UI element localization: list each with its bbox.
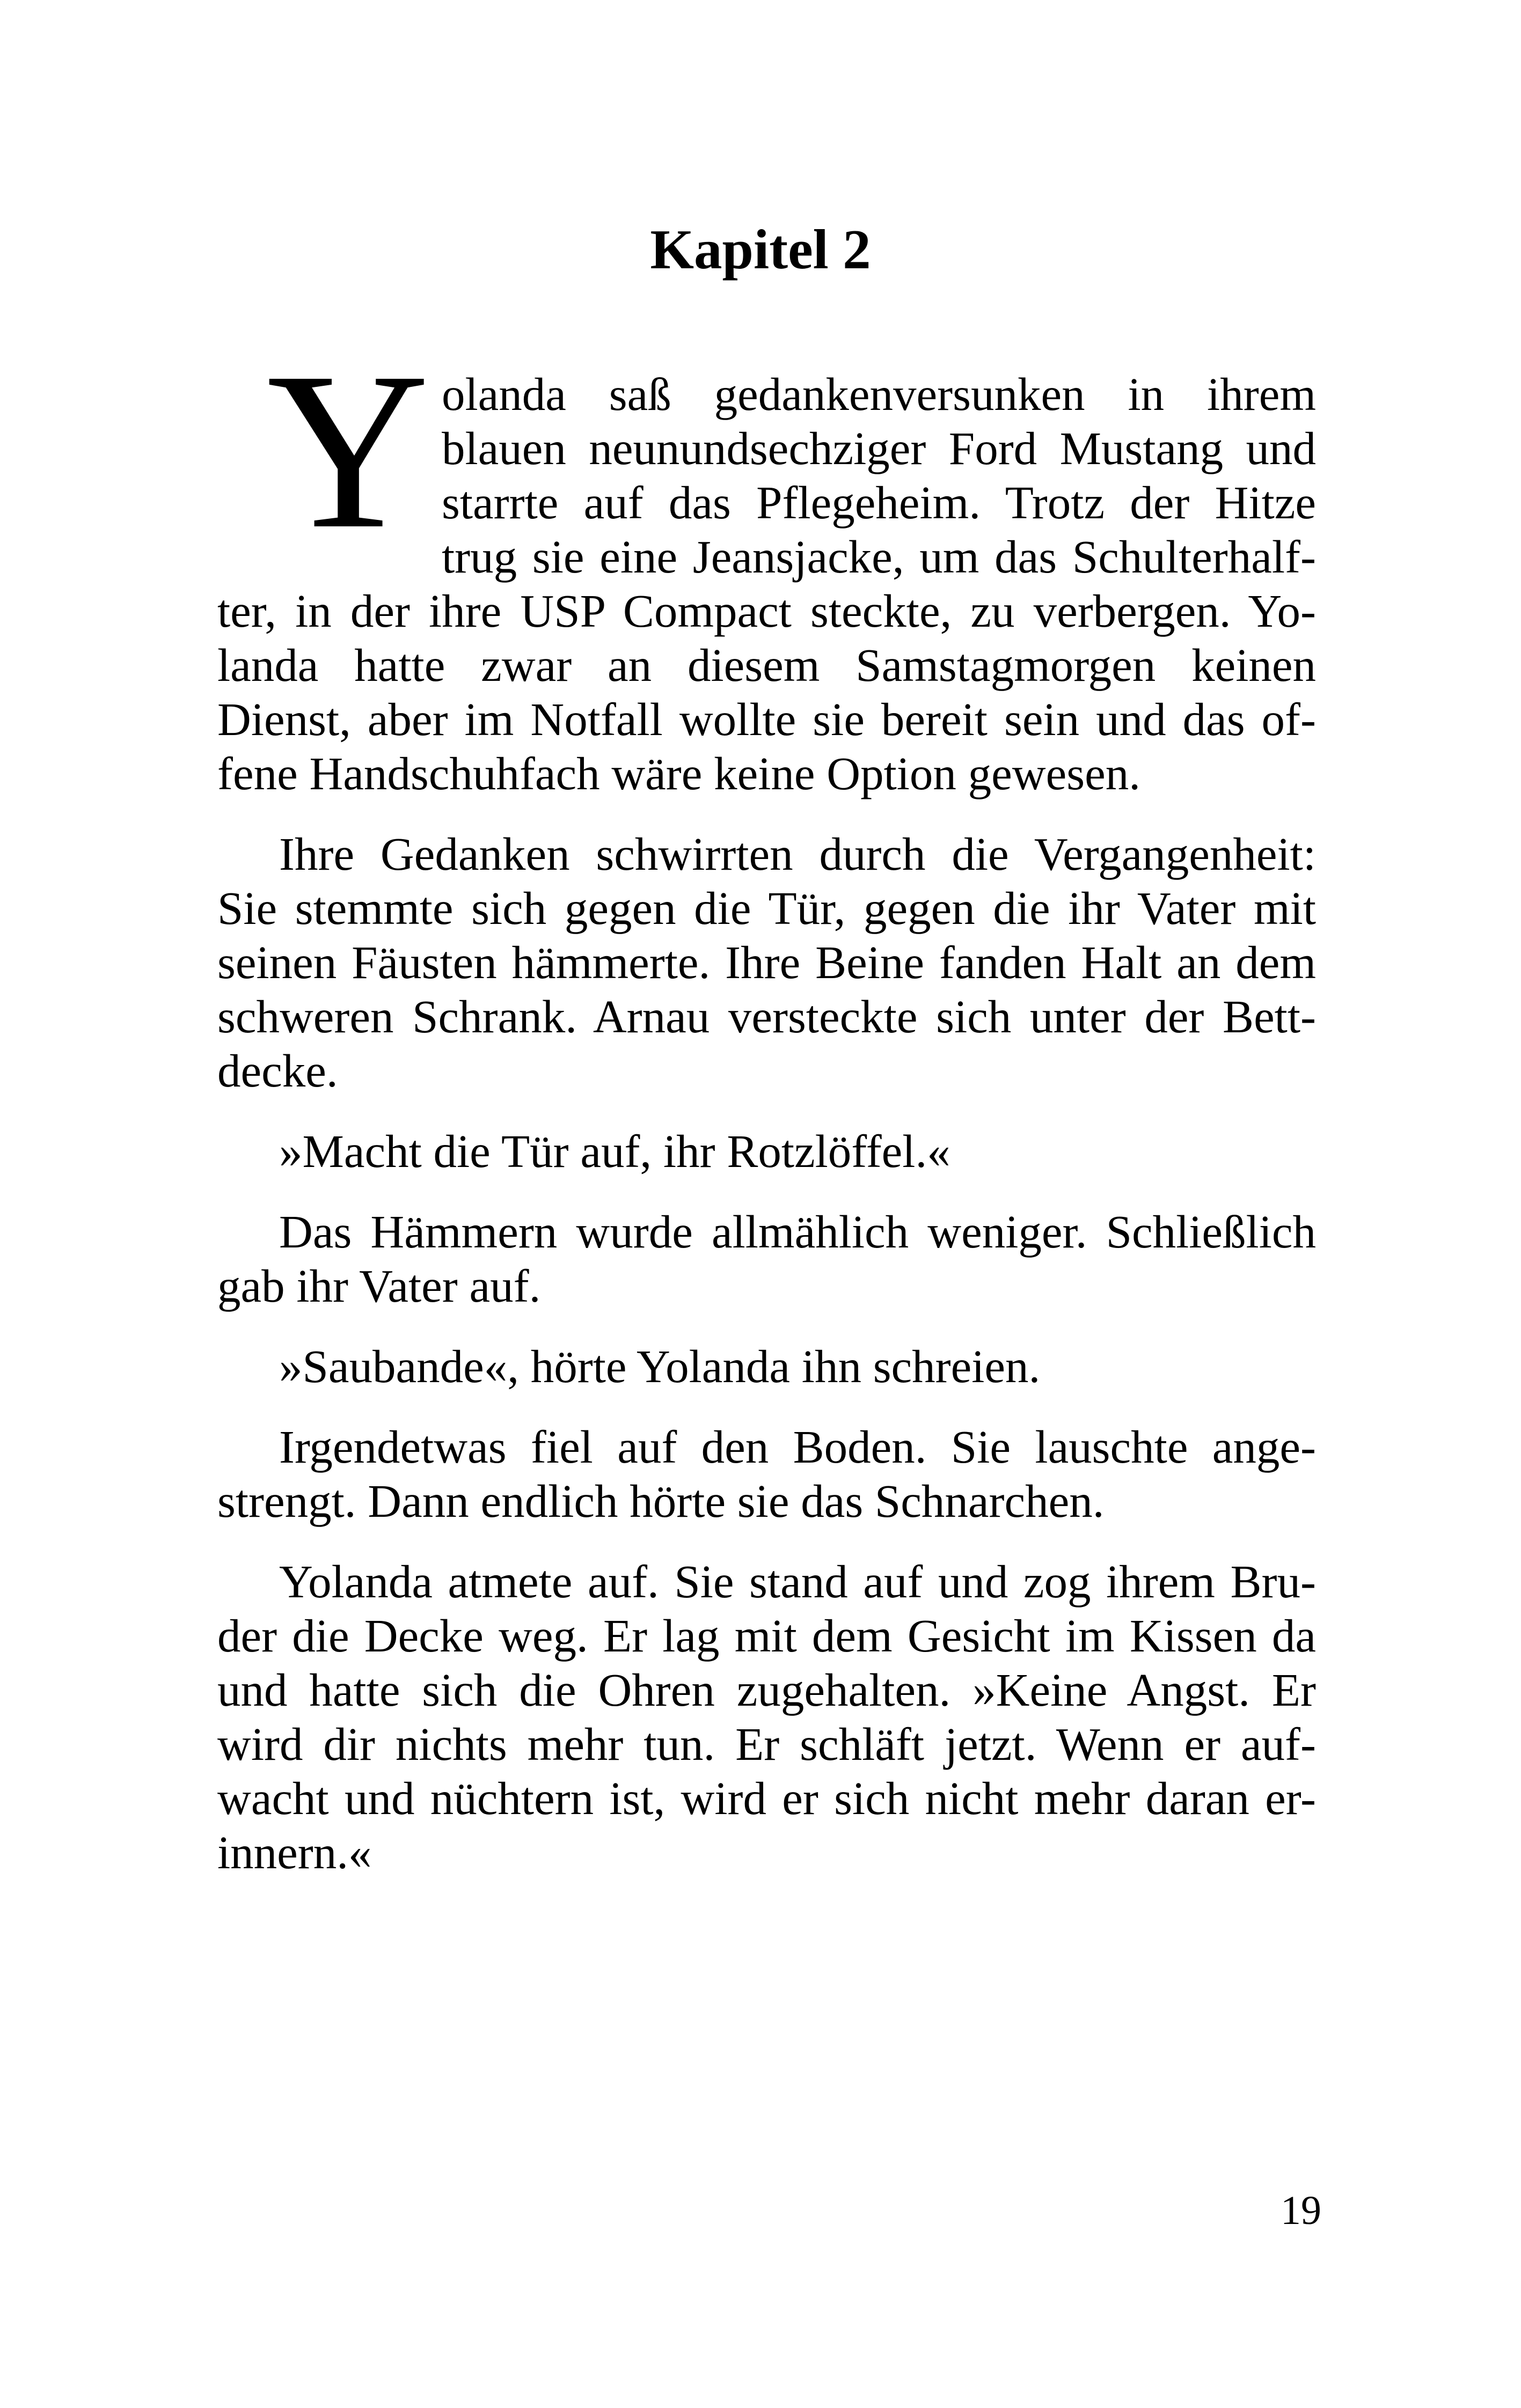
text-line: ter, in der ihre USP Compact steckte, zu verbergen. Yo- [217,585,1316,637]
text-line: »Saubande«, hörte Yolanda ihn schreien. [279,1340,1041,1392]
text-line: landa hatte zwar an diesem Samstagmorgen keinen [217,639,1316,691]
paragraph-gap [217,1528,1316,1554]
text-line: seinen Fäusten hämmerte. Ihre Beine fanden Halt an dem [217,936,1316,988]
paragraph-gap [217,1393,1316,1420]
paragraph-gap [217,801,1316,827]
text-line: starrte auf das Pflegeheim. Trotz der Hitze [442,476,1316,528]
text-line: Das Hämmern wurde allmählich weniger. Schließlich [279,1206,1316,1258]
text-line: wacht und nüchtern ist, wird er sich nicht mehr daran er- [217,1772,1316,1824]
paragraph [217,1124,1316,1178]
text-line: trug sie eine Jeansjacke, um das Schulterhalf- [442,531,1316,583]
text-line: strengt. Dann endlich hörte sie das Schnarchen. [217,1475,1105,1527]
text-line: olanda saß gedankenversunken in ihrem [442,368,1316,420]
paragraph-gap [217,1178,1316,1205]
chapter-title: Kapitel 2 [650,218,871,281]
text-line: Yolanda atmete auf. Sie stand auf und zog ihrem Bru- [279,1555,1316,1607]
text-line: wird dir nichts mehr tun. Er schläft jetzt. Wenn er auf- [217,1718,1316,1770]
text-line: fene Handschuhfach wäre keine Option gewesen. [217,747,1140,799]
paragraph [217,1554,1316,1880]
paragraph [217,1339,1316,1393]
text-line: Sie stemmte sich gegen die Tür, gegen die ihr Vater mit [217,882,1316,934]
text-line: Irgendetwas fiel auf den Boden. Sie lauschte ange- [279,1421,1316,1473]
text-line: und hatte sich die Ohren zugehalten. »Keine Angst. Er [217,1664,1316,1716]
paragraph [217,367,1316,801]
text-line: innern.« [217,1826,372,1878]
body-text [217,367,1316,1880]
paragraph [217,1420,1316,1528]
text-line: Ihre Gedanken schwirrten durch die Vergangenheit: [279,828,1316,880]
drop-cap: Y [267,326,430,575]
text-line: »Macht die Tür auf, ihr Rotzlöffel.« [279,1125,950,1177]
text-line: decke. [217,1045,338,1097]
text-line: gab ihr Vater auf. [217,1260,541,1312]
text-line: Dienst, aber im Notfall wollte sie bereit sein und das of- [217,693,1316,745]
paragraph-gap [217,1098,1316,1124]
paragraph [217,1205,1316,1313]
page-number: 19 [1281,2188,1321,2233]
text-line: der die Decke weg. Er lag mit dem Gesicht im Kissen da [217,1610,1316,1662]
text-line: schweren Schrank. Arnau versteckte sich unter der Bett- [217,990,1316,1043]
paragraph-gap [217,1313,1316,1339]
paragraph [217,827,1316,1098]
text-line: blauen neunundsechziger Ford Mustang und [442,422,1316,474]
